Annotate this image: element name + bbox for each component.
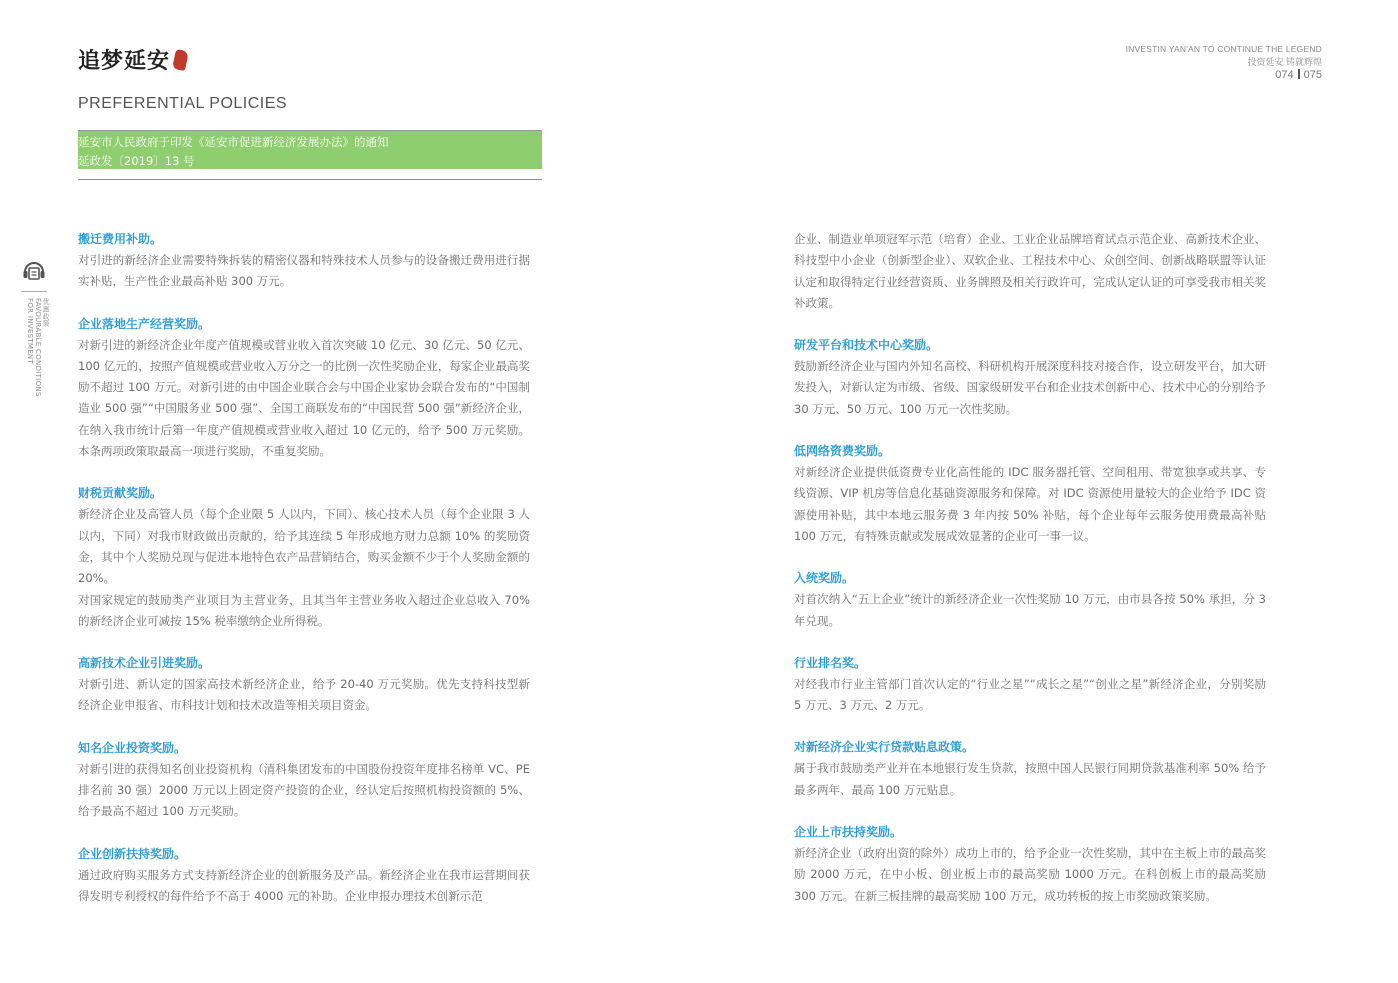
policy-section — [794, 568, 1266, 632]
header-right — [1126, 44, 1322, 81]
policy-title: 企业落地生产经营奖励。 — [78, 316, 211, 331]
policy-title: 对新经济企业实行贷款贴息政策。 — [794, 740, 975, 755]
policy-title: 企业上市扶持奖励。 — [794, 825, 903, 840]
policy-text: 对引进的新经济企业需要特殊拆装的精密仪器和特殊技术人员参与的设备搬迁费用进行据实补贴，生产性企业最高补贴 300 万元。 — [78, 253, 530, 289]
policy-section — [794, 229, 1266, 314]
policy-text: 新经济企业及高管人员（每个企业限 5 人以内，下同）、核心技术人员（每个企业限 3 人以内，下同）对我市财政做出贡献的，给予其连续 5 年形成地方财力总额 10% 的奖励资金，其中个人奖励兑现与促进本地特色农产品营销结合，购买金额不少于个人奖励金额的 20%。 — [78, 507, 530, 586]
policy-text: 对国家规定的鼓励类产业项目为主营业务，且其当年主营业务收入超过企业总收入 70% 的新经济企业可减按 15% 税率缴纳企业所得税。 — [78, 592, 530, 628]
sidebar-label-cn: 优惠政策 — [42, 298, 50, 328]
policy-text: 对新引进的新经济企业年度产值规模或营业收入首次突破 10 亿元、30 亿元、50 亿元、100 亿元的，按照产值规模或营业收入万分之一的比例一次性奖励企业，每家企业最高奖励不超过 100 万元。对新引进的由中国企业联合会与中国企业家协会联合发布的“中国制造业 500 强”“中国服务业 500 强”、全国工商联发布的“中国民营 500 强”新经济企业，在纳入我市统计后第一年度产值规模或营业收入超过 10 亿元的，给予 500 万元奖励。本条两项政策取最高一项进行奖励，不重复奖励。 — [78, 337, 530, 459]
policy-title: 行业排名奖。 — [794, 655, 867, 670]
notice-title: 延安市人民政府于印发《延安市促进新经济发展办法》的通知 — [78, 135, 389, 149]
policy-title: 高新技术企业引进奖励。 — [78, 656, 211, 671]
notice-document-number: 延政发〔2019〕13 号 — [78, 154, 195, 168]
policy-title: 搬迁费用补助。 — [78, 232, 163, 246]
policy-section — [794, 335, 1266, 420]
page-number-right: 075 — [1303, 69, 1322, 81]
policy-title: 低网络资费奖励。 — [794, 444, 891, 459]
sidebar-divider — [21, 291, 47, 292]
page-separator — [1298, 69, 1300, 79]
tagline-chinese: 投资延安 铸就辉煌 — [1247, 57, 1322, 67]
policy-title: 研发平台和技术中心奖励。 — [794, 338, 939, 353]
headset-icon — [22, 258, 46, 284]
policy-title: 知名企业投资奖励。 — [78, 740, 187, 755]
policy-section — [794, 822, 1266, 907]
policy-text: 鼓励新经济企业与国内外知名高校、科研机构开展深度科技对接合作，设立研发平台，加大研发投入，对新认定为市级、省级、国家级研发平台和企业技术创新中心、技术中心的分别给予 30 万元、50 万元、100 万元一次性奖励。 — [794, 359, 1266, 416]
policy-text: 对新引进的获得知名创业投资机构（清科集团发布的中国股份投资年度排名榜单 VC、PE 排名前 30 强）2000 万元以上固定资产投资的企业，经认定后按照机构投资额的 5%、给予最高不超过 100 万元奖励。 — [78, 761, 530, 819]
policy-section — [78, 483, 530, 632]
policy-text: 属于我市鼓励类产业并在本地银行发生贷款，按照中国人民银行同期贷款基准利率 50% 给予最多两年、最高 100 万元贴息。 — [794, 761, 1266, 797]
notice-divider — [78, 179, 542, 180]
logo-text: 追梦延安 — [78, 48, 171, 74]
policy-text: 对首次纳入“五上企业”统计的新经济企业一次性奖励 10 万元，由市县各按 50% 承担，分 3 年兑现。 — [794, 592, 1266, 628]
sidebar-label-en2: FOR INVESTMENT — [26, 298, 34, 365]
policy-section — [78, 229, 530, 293]
page-numbers — [1126, 69, 1322, 81]
policy-text: 对新经济企业提供低资费专业化高性能的 IDC 服务器托管、空间租用、带宽独享或共享、专线资源、VIP 机房等信息化基础资源服务和保障。对 IDC 资源使用量较大的企业给予 IDC 资源使用补贴，其中本地云服务费 3 年内按 50% 补贴，每个企业每年云服务使用费最高补贴 100 万元，有特殊贡献或发展成效显著的企业可一事一议。 — [794, 465, 1266, 543]
policy-text: 通过政府购买服务方式支持新经济企业的创新服务及产品。新经济企业在我市运营期间获得发明专利授权的每件给予不高于 4000 元的补助。企业申报办理技术创新示范 — [78, 867, 530, 903]
right-column — [794, 229, 1266, 928]
notice-box — [78, 130, 542, 169]
tagline-english: INVESTIN YAN'AN TO CONTINUE THE LEGEND — [1125, 44, 1322, 54]
policy-text: 对新引进、新认定的国家高技术新经济企业，给予 20-40 万元奖励。优先支持科技型新经济企业申报省、市科技计划和技术改造等相关项目资金。 — [78, 677, 530, 713]
seal-icon — [172, 48, 189, 70]
policy-title: 财税贡献奖励。 — [78, 486, 163, 501]
left-column — [78, 229, 530, 928]
page-number-left: 074 — [1275, 69, 1294, 81]
section-title: PREFERENTIAL POLICIES — [78, 95, 288, 112]
policy-section — [78, 314, 530, 463]
policy-text: 新经济企业（政府出资的除外）成功上市的，给予企业一次性奖励，其中在主板上市的最高奖励 2000 万元，在中小板、创业板上市的最高奖励 1000 万元。在科创板上市的最高奖励 300 万元。在新三板挂牌的最高奖励 100 万元，成功转板的按上市奖励政策奖励。 — [794, 846, 1266, 903]
policy-section — [794, 441, 1266, 547]
policy-section — [794, 653, 1266, 717]
sidebar-label — [26, 298, 50, 397]
policy-section — [78, 738, 530, 823]
policy-section — [794, 737, 1266, 801]
sidebar-label-en1: FAVOURABLE CONDITIONS — [34, 298, 42, 397]
policy-section — [78, 653, 530, 717]
policy-text: 企业、制造业单项冠军示范（培育）企业、工业企业品牌培育试点示范企业、高新技术企业、科技型中小企业（创新型企业）、双软企业、工程技术中心、众创空间、创新战略联盟等认证认定和取得特定行业经营资质、业务牌照及相关行政许可，完成认定认证的可享受我市相关奖补政策。 — [794, 232, 1266, 310]
policy-title: 入统奖励。 — [794, 571, 855, 586]
policy-section — [78, 844, 530, 908]
logo — [78, 44, 187, 75]
policy-text: 对经我市行业主管部门首次认定的“行业之星”“成长之星”“创业之星”新经济企业，分别奖励 5 万元、3 万元、2 万元。 — [794, 676, 1266, 713]
policy-title: 企业创新扶持奖励。 — [78, 846, 187, 861]
